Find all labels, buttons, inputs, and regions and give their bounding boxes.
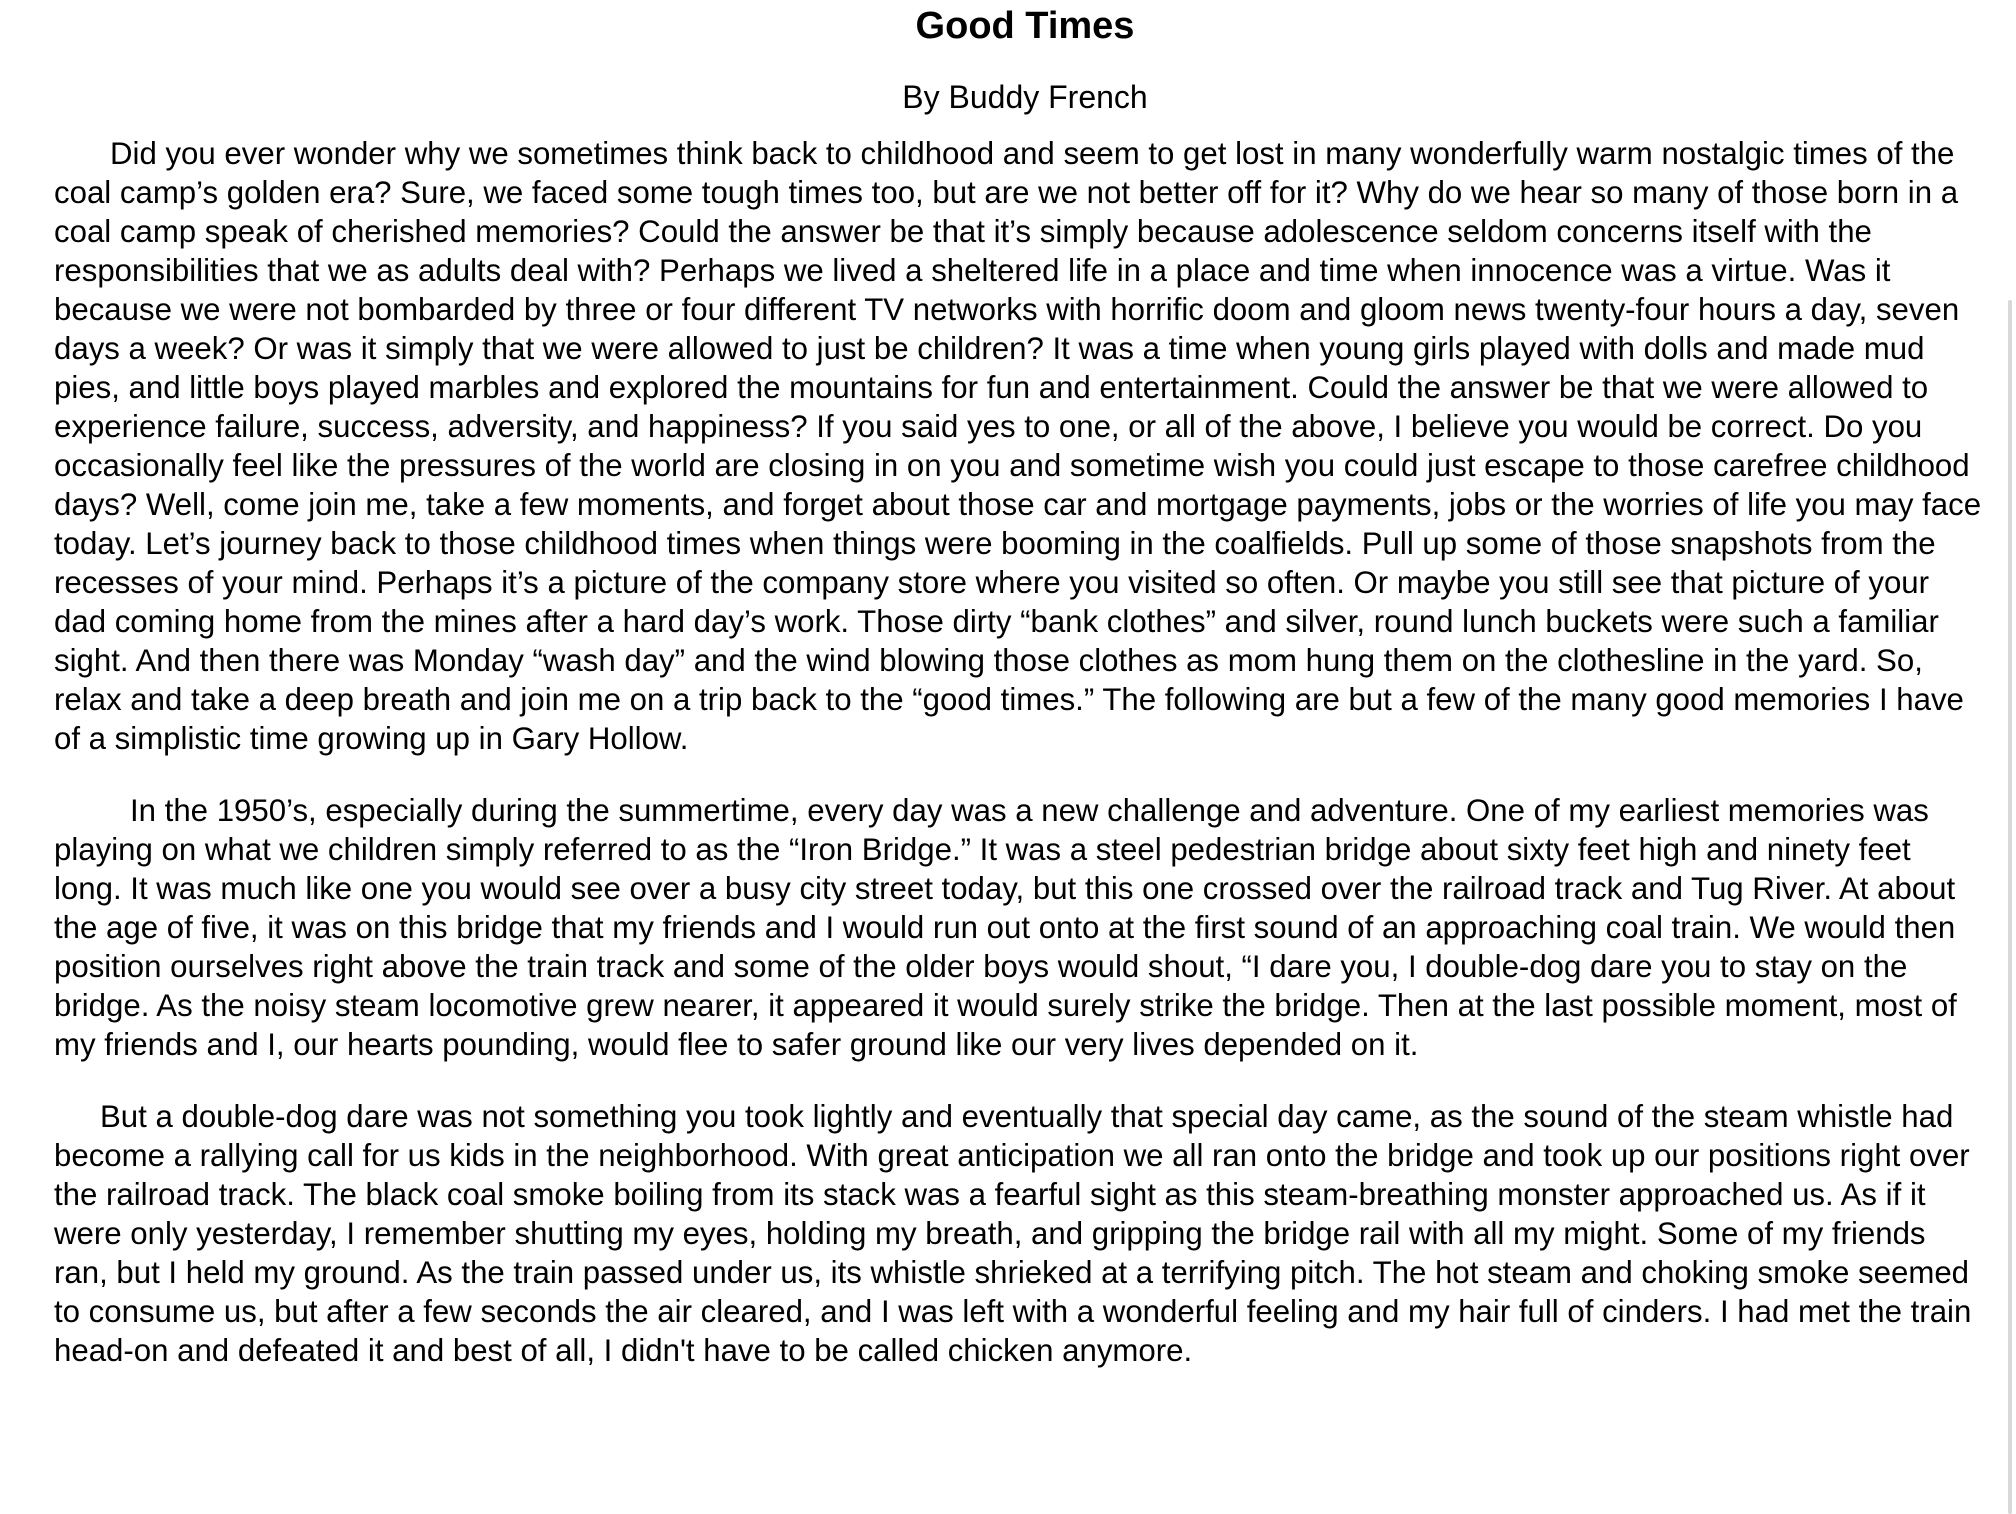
scrollbar-thumb[interactable]	[2008, 300, 2012, 1514]
document	[54, 0, 1986, 1370]
vertical-scrollbar[interactable]	[2002, 0, 2016, 1514]
paragraph-2: In the 1950’s, especially during the summertime, every day was a new challenge and adventure. One of my earliest memories was playing on what we children simply referred to as the “Iron Bridge.” It was a steel pedestrian bridge about sixty feet high and ninety feet long. It was much like one you would see over a busy city street today, but this one crossed over the railroad track and Tug River. At about the age of five, it was on this bridge that my friends and I would run out onto at the first sound of an approaching coal train. We would then position ourselves right above the train track and some of the older boys would shout, “I dare you, I double-dog dare you to stay on the bridge. As the noisy steam locomotive grew nearer, it appeared it would surely strike the bridge. Then at the last possible moment, most of my friends and I, our hearts pounding, would flee to safer ground like our very lives depended on it.	[54, 793, 1957, 1062]
document-title: Good Times	[915, 5, 1135, 47]
author-byline: By Buddy French	[902, 79, 1148, 115]
paragraph-1: Did you ever wonder why we sometimes think back to childhood and seem to get lost in many wonderfully warm nostalgic times of the coal camp’s golden era? Sure, we faced some tough times too, but are we not better off for it? Why do we hear so many of those born in a coal camp speak of cherished memories? Could the answer be that it’s simply because adolescence seldom concerns itself with the responsibilities that we as adults deal with? Perhaps we lived a sheltered life in a place and time when innocence was a virtue. Was it because we were not bombarded by three or four different TV networks with horrific doom and gloom news twenty-four hours a day, seven days a week? Or was it simply that we were allowed to just be children? It was a time when young girls played with dolls and made mud pies, and little boys played marbles and explored the mountains for fun and entertainment. Could the answer be that we were allowed to experience failure, success, adversity, and happiness? If you said yes to one, or all of the above, I believe you would be correct. Do you occasionally feel like the pressures of the world are closing in on you and sometime wish you could just escape to those carefree childhood days? Well, come join me, take a few moments, and forget about those car and mortgage payments, jobs or the worries of life you may face today. Let’s journey back to those childhood times when things were booming in the coalfields. Pull up some of those snapshots from the recesses of your mind. Perhaps it’s a picture of the company store where you visited so often. Or maybe you still see that picture of your dad coming home from the mines after a hard day’s work. Those dirty “bank clothes” and silver, round lunch buckets were such a familiar sight. And then there was Monday “wash day” and the wind blowing those clothes as mom hung them on the clothesline in the yard. So, relax and take a deep breath and join me on a trip back to the “good times.” The following are but a few of the many good memories I have of a simplistic time growing up in Gary Hollow.	[54, 136, 1982, 756]
paragraph-3: But a double-dog dare was not something you took lightly and eventually that special day came, as the sound of the steam whistle had become a rallying call for us kids in the neighborhood. With great anticipation we all ran onto the bridge and took up our positions right over the railroad track. The black coal smoke boiling from its stack was a fearful sight as this steam-breathing monster approached us. As if it were only yesterday, I remember shutting my eyes, holding my breath, and gripping the bridge rail with all my might. Some of my friends ran, but I held my ground. As the train passed under us, its whistle shrieked at a terrifying pitch. The hot steam and choking smoke seemed to consume us, but after a few seconds the air cleared, and I was left with a wonderful feeling and my hair full of cinders. I had met the train head-on and defeated it and best of all, I didn't have to be called chicken anymore.	[54, 1099, 1972, 1368]
